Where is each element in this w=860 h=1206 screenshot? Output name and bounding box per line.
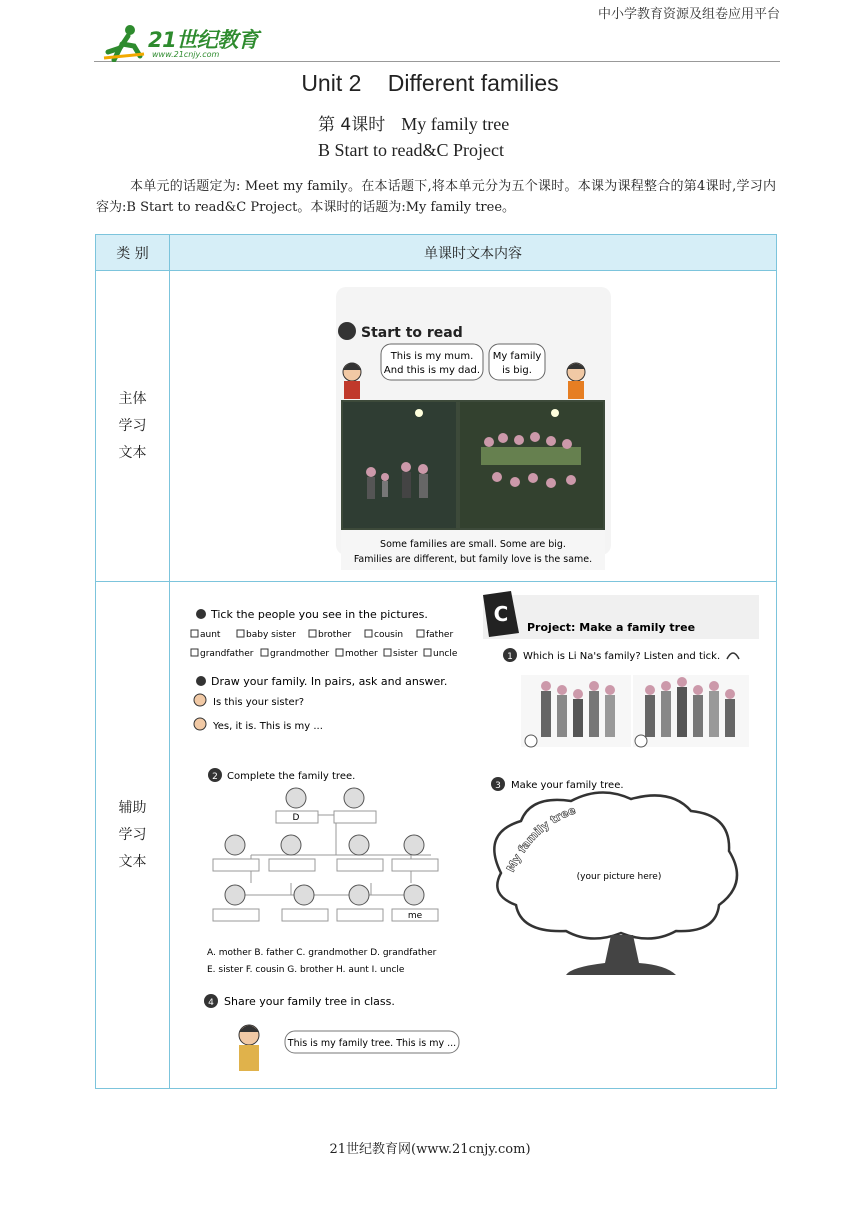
unit-number: Unit 2 (301, 70, 362, 96)
lesson-period: 第 4课时 (318, 115, 386, 135)
svg-text:C: C (493, 602, 509, 626)
tick-checkboxes (191, 630, 458, 659)
svg-text:Start to read: Start to read (361, 325, 463, 341)
boy-character (567, 363, 585, 399)
start-to-read-cell (170, 271, 777, 582)
svg-text:cousin: cousin (374, 630, 404, 640)
svg-text:Which is Li Na's family? Liste: Which is Li Na's family? Listen and tick. (523, 651, 721, 662)
unit-name: Different families (387, 70, 559, 96)
svg-text:1: 1 (507, 652, 513, 662)
family-tree-template (494, 792, 737, 975)
auxiliary-cell (170, 582, 777, 1089)
lesson-parts: B Start to read&C Project (318, 140, 504, 160)
svg-text:Yes, it is. This is my ...: Yes, it is. This is my ... (213, 721, 323, 732)
content-table (95, 234, 777, 1089)
svg-text:Some families are small. Some: Some families are small. Some are big. (380, 539, 566, 550)
family-tree-diagram (231, 815, 431, 895)
svg-text:(your picture here): (your picture here) (576, 872, 662, 882)
header-content: 单课时文本内容 (170, 235, 777, 271)
svg-text:This is my family tree. This i: This is my family tree. This is my ... (287, 1038, 457, 1049)
svg-text:E. sister F. cousin G. bro: E. sister F. cousin G. brother H. aunt I. uncle (207, 965, 405, 975)
svg-text:2: 2 (212, 772, 218, 782)
unit-title (0, 70, 860, 97)
family-photo-a (521, 675, 631, 747)
svg-text:mother: mother (345, 649, 378, 659)
svg-text:4: 4 (208, 998, 214, 1008)
lesson-topic: My family tree (401, 114, 510, 134)
platform-name: 中小学教育资源及组卷应用平台 (597, 7, 780, 22)
svg-text:This is my mum.: This is my mum. (390, 351, 474, 362)
svg-text:baby sister: baby sister (246, 630, 296, 640)
boy-avatar-icon (194, 718, 206, 730)
family-photo-b (633, 675, 749, 747)
start-to-read-figure (171, 272, 775, 576)
svg-text:3: 3 (495, 781, 501, 791)
svg-text:And this is my dad.: And this is my dad. (383, 365, 481, 376)
svg-text:Share your family tree in clas: Share your family tree in class. (224, 995, 395, 1008)
girl-avatar-icon (194, 694, 206, 706)
lesson-heading (318, 110, 509, 135)
svg-text:Families are different, but fa: Families are different, but family love is the same. (353, 554, 593, 565)
svg-text:Complete the family tree.: Complete the family tree. (227, 771, 356, 782)
category-main: 主体 学习 文本 (96, 271, 170, 582)
intro-paragraph: 本单元的话题定为: Meet my family。在本话题下,将本单元分为五个课时。本课为课程整合的第4课时,学习内容为:B Start to read&C Project。本课时的话题为:My family tree。 (96, 179, 776, 215)
svg-text:grandfather: grandfather (200, 649, 254, 659)
svg-text:brother: brother (318, 630, 352, 640)
svg-text:me: me (407, 911, 423, 921)
svg-text:sister: sister (393, 649, 418, 659)
svg-text:Tick the people you see in the: Tick the people you see in the pictures. (211, 608, 428, 621)
svg-text:father: father (426, 630, 454, 640)
girl-character (343, 363, 361, 399)
svg-text:Draw your family. In pairs, as: Draw your family. In pairs, ask and answer. (211, 675, 448, 688)
svg-text:A. mother B. father C. gra: A. mother B. father C. grandmother D. grandfather (207, 948, 437, 958)
auxiliary-figure (171, 583, 775, 1083)
svg-text:My family tree: My family tree (504, 803, 578, 875)
svg-text:grandmother: grandmother (270, 649, 330, 659)
headphones-icon (727, 653, 739, 659)
site-logo (100, 22, 260, 62)
svg-text:Is this your sister?: Is this your sister? (213, 697, 305, 708)
logo-url: www.21cnjy.com (152, 50, 220, 59)
footer-text: 21世纪教育网(www.21cnjy.com) (329, 1142, 531, 1157)
svg-text:My family: My family (492, 351, 542, 362)
svg-text:Make your family tree.: Make your family tree. (511, 780, 624, 791)
runner-icon (100, 22, 148, 62)
svg-text:aunt: aunt (200, 630, 221, 640)
girl-presenter-illustration (239, 1025, 259, 1071)
svg-text:is big.: is big. (502, 365, 532, 376)
header-category: 类 别 (96, 235, 170, 271)
svg-text:D: D (292, 813, 300, 823)
category-auxiliary: 辅助 学习 文本 (96, 582, 170, 1089)
svg-text:Project: Make a family tree: Project: Make a family tree (527, 621, 696, 634)
logo-text: 21世纪教育 (148, 28, 259, 52)
svg-text:uncle: uncle (433, 649, 458, 659)
